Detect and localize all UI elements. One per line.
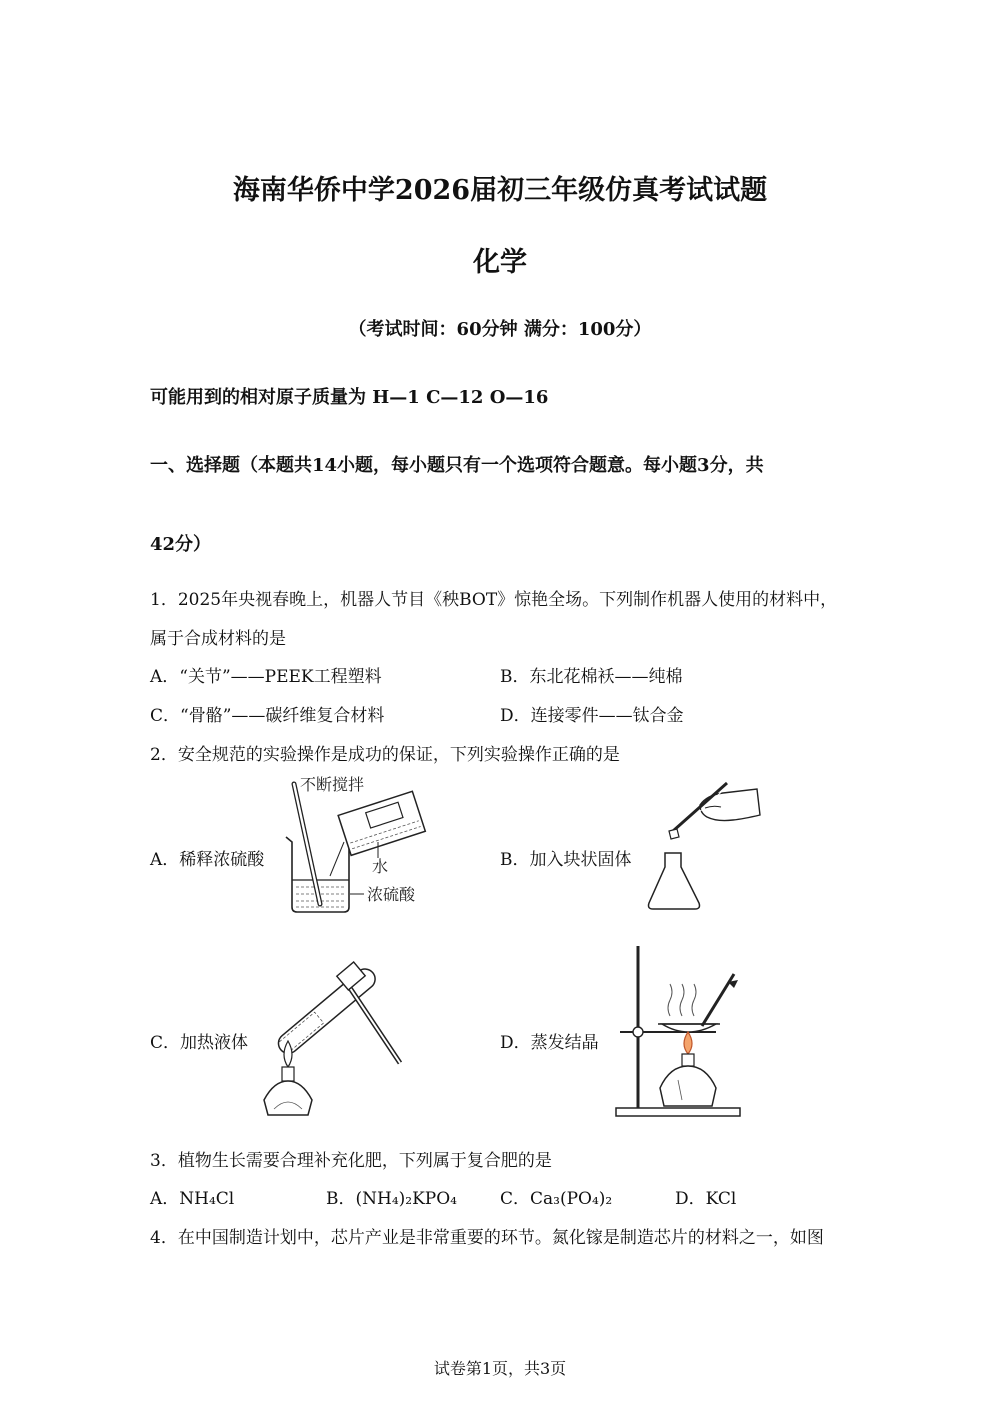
q2-stem: 2．安全规范的实验操作是成功的保证，下列实验操作正确的是 xyxy=(150,745,620,765)
q1-option-c: C．“骨骼”——碳纤维复合材料 xyxy=(150,706,385,726)
q3-option-b: B．(NH₄)₂KPO₄ xyxy=(326,1189,457,1209)
figure-evaporation xyxy=(612,940,744,1120)
flame-icon-d xyxy=(684,1032,692,1054)
q1-option-b: B．东北花棉袄——纯棉 xyxy=(500,667,683,687)
label-water: 水 xyxy=(372,857,389,876)
atomic-masses: 可能用到的相对原子质量为 H—1 C—12 O—16 xyxy=(150,387,549,408)
q2-option-a: A．稀释浓硫酸 xyxy=(150,850,265,870)
q1-option-a: A．“关节”——PEEK工程塑料 xyxy=(150,667,382,687)
q3-stem: 3．植物生长需要合理补充化肥，下列属于复合肥的是 xyxy=(150,1151,552,1171)
label-acid: 浓硫酸 xyxy=(367,885,416,904)
alcohol-lamp-icon xyxy=(264,1081,312,1115)
exam-info: （考试时间：60分钟 满分：100分） xyxy=(348,319,652,340)
q2-option-c: C．加热液体 xyxy=(150,1033,249,1053)
iron-stand-icon xyxy=(616,1108,740,1116)
q3-option-d: D．KCl xyxy=(675,1189,737,1209)
q3-option-a: A．NH₄Cl xyxy=(150,1189,235,1209)
q2-option-d: D．蒸发结晶 xyxy=(500,1033,599,1053)
label-stir: 不断搅拌 xyxy=(300,775,365,794)
q3-option-c: C．Ca₃(PO₄)₂ xyxy=(500,1189,613,1209)
reagent-bottle-icon xyxy=(338,791,425,855)
section-heading-line2: 42分） xyxy=(150,534,212,555)
q4-stem: 4．在中国制造计划中，芯片产业是非常重要的环节。氮化镓是制造芯片的材料之一，如图 xyxy=(150,1228,824,1248)
q1-stem-line2: 属于合成材料的是 xyxy=(150,629,286,649)
figure-heat-liquid xyxy=(260,955,410,1120)
evaporating-dish-icon xyxy=(662,1024,716,1032)
q2-option-b: B．加入块状固体 xyxy=(500,850,632,870)
conical-flask-icon xyxy=(649,853,700,909)
page-footer: 试卷第1页，共3页 xyxy=(433,1359,567,1378)
q1-stem-line1: 1．2025年央视春晚上，机器人节目《秧BOT》惊艳全场。下列制作机器人使用的材料中， xyxy=(150,590,838,610)
exam-title: 海南华侨中学2026届初三年级仿真考试试题 xyxy=(232,175,768,206)
subject-title: 化学 xyxy=(473,247,527,278)
section-heading-line1: 一、选择题（本题共14小题，每小题只有一个选项符合题意。每小题3分，共 xyxy=(150,455,764,476)
hand-icon xyxy=(700,789,760,821)
figure-dilute-acid xyxy=(278,772,448,917)
alcohol-lamp-icon-d xyxy=(660,1066,716,1106)
q1-option-d: D．连接零件——钛合金 xyxy=(500,706,684,726)
figure-add-solid xyxy=(645,775,770,915)
